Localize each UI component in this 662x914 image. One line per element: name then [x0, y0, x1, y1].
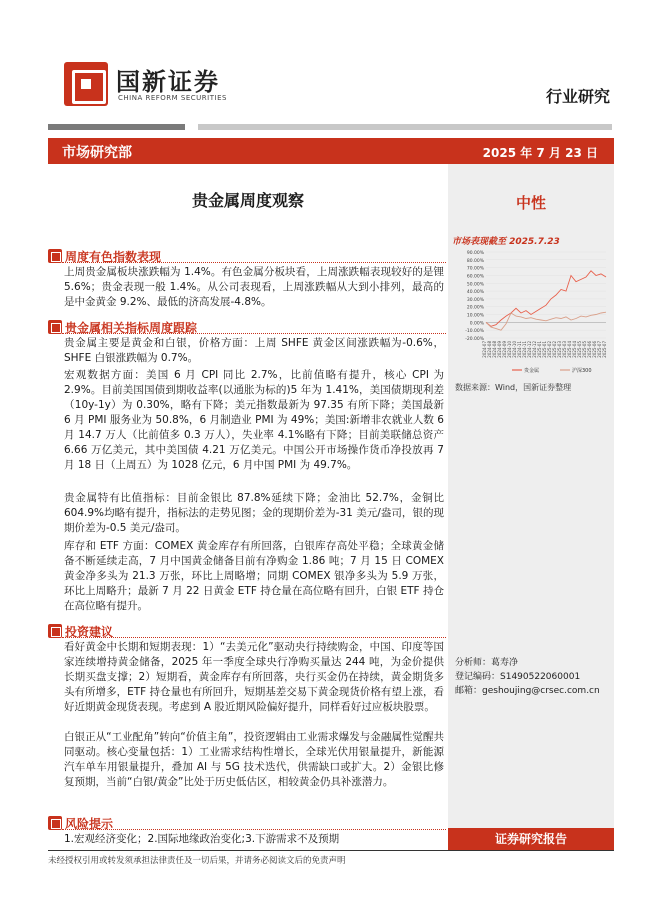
cert-number: S1490522060001: [500, 672, 581, 682]
y-tick-label: -10.00%: [465, 329, 484, 335]
x-tick-label: 2025-07: [597, 341, 602, 358]
paragraph: 库存和 ETF 方面：COMEX 黄金库存有所回落，白银库存高处平稳；全球黄金储备不断延续走高，7 月中国黄金储备目前有净购金 1.86 吨；7 月 15 日 COMEX 黄金净多头为 21.3 万张，环比上周略增；同期 COMEX 银净多头为 5.9 万张，环比上周略升；最新 7 月 22 日黄金 ETF 持仓量在高位略有回升，白银 ETF 持仓在高位略有提升。: [64, 540, 444, 612]
y-tick-label: -20.00%: [465, 337, 484, 342]
chart-source: 数据来源：Wind，国新证券整理: [455, 383, 572, 392]
legend-label: 沪深300: [572, 368, 592, 374]
brand-logo: [64, 62, 264, 106]
report-date: 2025 年 7 月 23 日: [482, 146, 598, 160]
x-tick-label: 2024-09: [502, 341, 507, 358]
report-type: 行业研究: [545, 87, 610, 106]
y-tick-label: 10.00%: [466, 313, 484, 319]
disclaimer: 未经授权引用或转发须承担法律责任及一切后果，并请务必阅读文后的免责声明: [48, 856, 346, 866]
brand-mark-icon: [64, 62, 108, 106]
y-tick-label: 20.00%: [466, 305, 484, 311]
y-tick-label: 0.00%: [469, 321, 484, 327]
x-tick-label: 2024-10: [512, 341, 517, 358]
x-tick-label: 2025-03: [562, 341, 567, 358]
brand-name-en: CHINA REFORM SECURITIES: [118, 94, 227, 102]
section-bullet-icon: [48, 320, 62, 334]
section-bullet-icon: [48, 249, 62, 263]
analyst-email[interactable]: geshoujing@crsec.com.cn: [482, 686, 600, 696]
paragraph: 上周贵金属板块涨跌幅为 1.4%。有色金属分板块看，上周涨跌幅表现较好的是锂 5.6%；贵金表现一般 1.4%。从公司表现看，上周涨跌幅从大到小排列，最高的是中金黄金 9.2%、最低的济高发展-4.8%。: [64, 266, 444, 308]
x-tick-label: 2025-04: [567, 341, 572, 358]
x-tick-label: 2025-01: [537, 341, 542, 358]
paragraph: 宏观数据方面：美国 6 月 CPI 同比 2.7%，比前值略有提升，核心 CPI 为 2.9%。目前美国国债到期收益率(以通胀为标的)5 年为 1.41%，美国债期现利差（10y-1y）为 0.30%，略有下降；美元指数最新为 97.35 有所下降；美国最新 6 月 PMI 服务业为 50.8%，6 月制造业 PMI 为 49%；美国:新增非农就业人数 6 月 14.7 万人（比前值多 0.3 万人），失业率 4.1%略有下降；目前美联储总资产 6.66 万亿美元，其中美国债 4.21 万亿美元。中国公开市场操作货币净投放再 7 月 18 日（上周五）为 1028 亿元，6 月中国 PMI 为 49.7%。: [64, 369, 444, 471]
footer-label: 证券研究报告: [448, 828, 614, 850]
analyst-line: 分析师：葛寿净: [455, 658, 519, 668]
x-tick-label: 2024-11: [522, 341, 527, 358]
page-title: 贵金属周度观察: [191, 191, 304, 210]
x-tick-label: 2024-12: [527, 341, 532, 358]
paragraph: 白银正从“工业配角”转向“价值主角”，投资逻辑由工业需求爆发与金融属性觉醒共同驱动。核心变量包括：1）工业需求结构性增长，全球光伏用银量提升，新能源汽车单车用银量提升，叠加 AI 与 5G 技术迭代，供需缺口或扩大。2）金银比修复预期，当前“白银/黄金”比处于历史低估区，相较黄金仍具补涨潜力。: [64, 731, 444, 788]
chart-title: 市场表现截至 2025.7.23: [452, 237, 560, 247]
email-line: 邮箱：geshoujing@crsec.com.cn: [455, 686, 600, 696]
header-rule-light: [198, 124, 612, 130]
x-tick-label: 2025-07: [602, 341, 607, 358]
section-divider: [62, 262, 446, 263]
y-tick-label: 30.00%: [466, 297, 484, 303]
x-tick-label: 2025-05: [582, 341, 587, 358]
section-divider: [62, 829, 446, 830]
x-tick-label: 2025-01: [542, 341, 547, 358]
y-tick-label: 40.00%: [466, 290, 484, 296]
x-tick-label: 2024-09: [497, 341, 502, 358]
series-line: [486, 271, 606, 327]
section-divider: [62, 637, 446, 638]
x-tick-label: 2025-04: [572, 341, 577, 358]
x-tick-label: 2024-08: [492, 341, 497, 358]
market-performance-chart: [452, 246, 610, 378]
x-tick-label: 2024-07: [482, 341, 487, 358]
paragraph: 1.宏观经济变化；2.国际地缘政治变化;3.下游需求不及预期: [64, 833, 340, 845]
y-tick-label: 60.00%: [466, 274, 484, 280]
brand-name-cn: 国新证券: [116, 68, 220, 96]
analyst-name: 葛寿净: [491, 658, 519, 668]
y-tick-label: 50.00%: [466, 282, 484, 288]
x-tick-label: 2024-10: [507, 341, 512, 358]
paragraph: 看好黄金中长期和短期表现：1）“去美元化”驱动央行持续购金，中国、印度等国家连续增持黄金储备，2025 年一季度全球央行净购买量达 244 吨，为金价提供长期买盘支撑；2）短期看，黄金库存有所回落，央行买金仍在持续，黄金期货多头有所增多，ETF 持仓量也有所回升，短期基差交易下黄金现货价格有望上涨，看好近期黄金现货表现。考虑到 A 股近期风险偏好提升，同样看好过应板块股票。: [64, 641, 444, 713]
x-tick-label: 2025-02: [547, 341, 552, 358]
header-banner: [48, 138, 614, 164]
x-tick-label: 2025-05: [577, 341, 582, 358]
section-bullet-icon: [48, 816, 62, 830]
series-line: [486, 312, 606, 330]
x-tick-label: 2024-12: [532, 341, 537, 358]
x-tick-label: 2024-11: [517, 341, 522, 358]
header-rule-dark: [48, 124, 185, 130]
x-tick-label: 2025-06: [592, 341, 597, 358]
footer-rule: [48, 850, 614, 851]
y-tick-label: 90.00%: [466, 251, 484, 256]
cert-line: 登记编码：S1490522060001: [455, 672, 581, 682]
section-divider: [62, 333, 446, 334]
paragraph: 贵金属特有比值指标：目前金银比 87.8%延续下降；金油比 52.7%，金铜比 604.9%均略有提升，指标法的走势见图；金的现期价差为-31 美元/盎司，银的现期价差为-0.5 美元/盎司。: [64, 492, 444, 534]
y-tick-label: 70.00%: [466, 266, 484, 272]
rating-badge: 中性: [515, 194, 546, 212]
x-tick-label: 2025-02: [552, 341, 557, 358]
x-tick-label: 2025-03: [557, 341, 562, 358]
paragraph: 贵金属主要是黄金和白银，价格方面：上周 SHFE 黄金区间涨跌幅为-0.6%，SHFE 白银涨跌幅为 0.7%。: [64, 337, 444, 364]
department: 市场研究部: [62, 145, 132, 161]
y-tick-label: 80.00%: [466, 258, 484, 264]
section-bullet-icon: [48, 624, 62, 638]
x-tick-label: 2024-08: [487, 341, 492, 358]
x-tick-label: 2025-06: [587, 341, 592, 358]
legend-label: 贵金属: [524, 368, 540, 374]
